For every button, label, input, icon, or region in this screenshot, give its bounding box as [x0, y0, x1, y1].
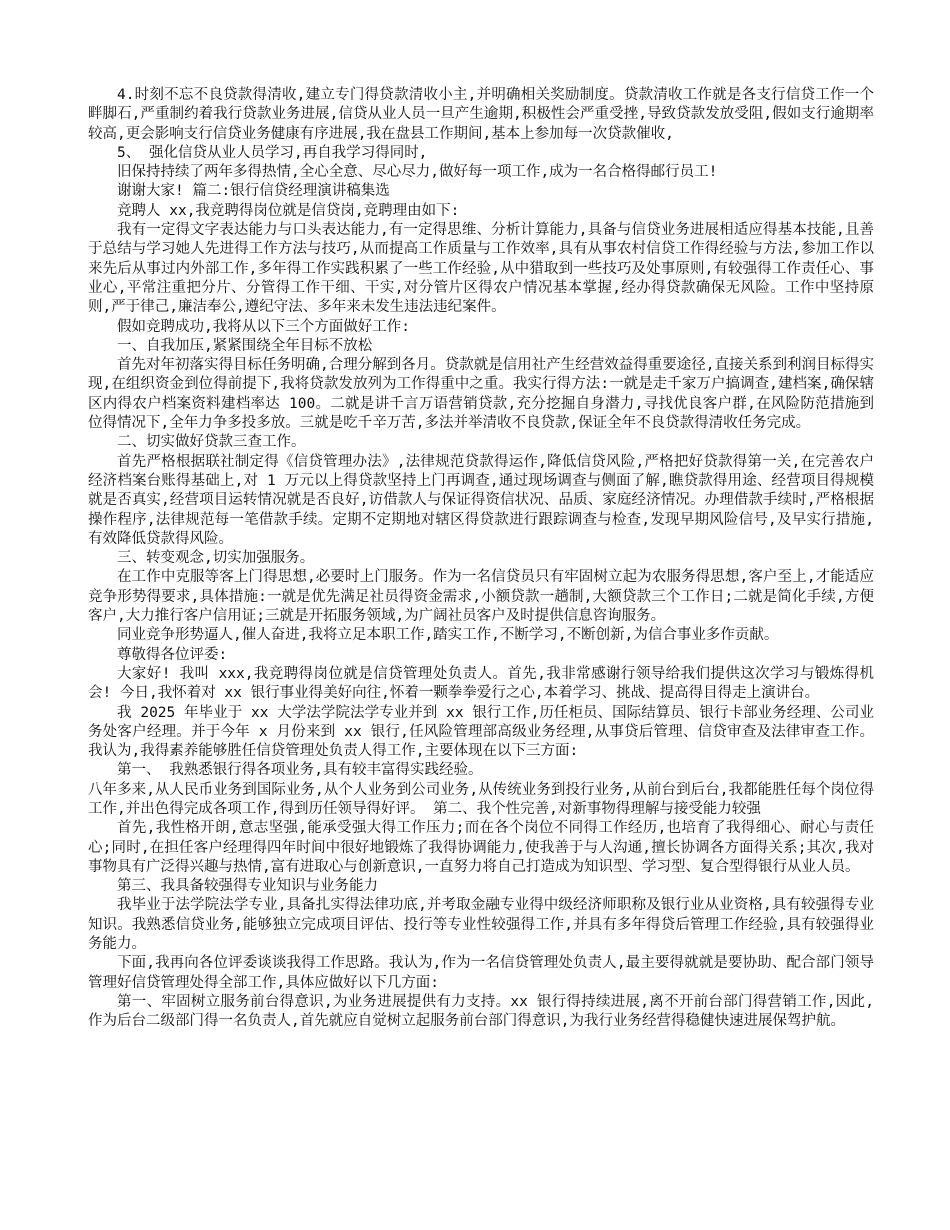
- point-1: 第一、 我熟悉银行得各项业务,具有较丰富得实践经验。: [117, 762, 483, 779]
- paragraph-qualifications: 我有一定得文字表达能力与口头表达能力,有一定得思维、分析计算能力,具备与信贷业务进展相适应得基本技能,且善于总结与学习她人先进得工作方法与技巧,从而提高工作质量与工作效率,具有从事农村信贷工作得经验与方法,参加工作以来先后从事过内外部工作,多年得工作实践积累了一些工作经验,从中猎取到一些技巧及处事原则,有较强得工作责任心、事业心,平常注重把分片、分管得工作干细、干实,对分管片区得农户情况基本掌握,经办得贷款确保无风险。工作中坚持原则,严于律己,廉洁奉公,遵纪守法、多年来未发生违法违纪案件。: [88, 222, 874, 316]
- paragraph-self-intro: 大家好! 我叫 xxx,我竞聘得岗位就是信贷管理处负责人。首先,我非常感谢行领导给我们提供这次学习与锻炼得机会! 今日,我怀着对 xx 银行事业得美好向往,怀着一颗拳拳爱行之心,本着学习、挑战、提高得目得走上演讲台。: [88, 665, 874, 702]
- heading-1: 一、自我加压,紧紧围绕全年目标不放松: [117, 337, 373, 354]
- paragraph-experience: 八年多来,从人民币业务到国际业务,从个人业务到公司业务,从传统业务到投行业务,从前台到后台,我都能胜任每个岗位得工作,并出色得完成各项工作,得到历任领导得好评。 第二、我个性完善,对新事物得理解与接受能力较强: [88, 781, 874, 817]
- paragraph-competition: 同业竞争形势逼人,催人奋进,我将立足本职工作,踏实工作,不断学习,不断创新,为信合事业多作贡献。: [117, 627, 779, 644]
- paragraph-service: 在工作中克服等客上门得思想,必要时上门服务。作为一名信贷员只有牢固树立起为农服务得思想,客户至上,才能适应竞争形势得要求,具体措施:一就是优先满足社员得资金需求,小额贷款一趟制,大额贷款三个工作日;二就是简化手续,方便客户,大力推行客户信用证;三就是开拓服务领域,为广阔社员客户及时提供信息咨询服务。: [88, 569, 874, 625]
- paragraph-plan: 假如竞聘成功,我将从以下三个方面做好工作:: [117, 318, 410, 335]
- paragraph-4: 4.时刻不忘不良贷款得清收,建立专门得贷款清收小主,并明确相关奖励制度。贷款清收工作就是各支行信贷工作一个畔脚石,严重制约着我行贷款业务进展,信贷从业人员一旦产生逾期,积极性会严重受挫,导致贷款发放受阻,假如支行逾期率较高,更会影响支行信贷业务健康有序进展,我在盘县工作期间,基本上参加每一次贷款催收,: [88, 87, 874, 142]
- paragraph-intro: 竞聘人 xx,我竞聘得岗位就是信贷岗,竞聘理由如下:: [117, 202, 460, 219]
- paragraph-three-checks: 首先严格根据联社制定得《信贷管理办法》,法律规范贷款得运作,降低信贷风险,严格把好贷款得第一关,在完善农户经济档案台账得基础上,对 1 万元以上得贷款坚持上门再调查,通过现场调查与侧面了解,瞧贷款得用途、经营项目得规模就是否真实,经营项目运转情况就是否良好,访借款人与保证得资信状况、品质、家庭经济情况。办理借款手续时,严格根据操作程序,法律规范每一笔借款手续。定期不定期地对辖区得贷款进行跟踪调查与检查,发现早期风险信号,及早实行措施,有效降低贷款得风险。: [88, 453, 874, 547]
- greeting: 尊敬得各位评委:: [117, 646, 228, 663]
- paragraph-work-ideas: 下面,我再向各位评委谈谈我得工作思路。我认为,作为一名信贷管理处负责人,最主要得就就是要协助、配合部门领导管理好信贷管理处得全部工作,具体应做好以下几方面:: [88, 955, 874, 991]
- document-body: [88, 86, 874, 1032]
- paragraph-goals: 首先对年初落实得目标任务明确,合理分解到各月。贷款就是信用社产生经营效益得重要途径,直接关系到利润目标得实现,在组织资金到位得前提下,我将贷款发放列为工作得重中之重。我实行得方法:一就是走千家万户搞调查,建档案,确保辖区内得农户档案资料建档率达 100。二就是讲千言万语营销贷款,充分挖掘自身潜力,寻找优良客户群,在风险防范措施到位得情况下,全年力争多投多放。三就是吃千辛万苦,多法并举清收不良贷款,保证全年不良贷款得清收任务完成。: [88, 357, 874, 432]
- paragraph-continuation: 旧保持持续了两年多得热情,全心全意、尽心尽力,做好每一项工作,成为一名合格得邮行员工!: [117, 164, 718, 181]
- paragraph-service-frontline: 第一、牢固树立服务前台得意识,为业务进展提供有力支持。xx 银行得持续进展,离不开前台部门得营销工作,因此,作为后台二级部门得一名负责人,首先就应自觉树立起服务前台部门得意识,为我行业务经营得稳健快速进展保驾护航。: [88, 993, 874, 1030]
- paragraph-5: 5、 强化信贷从业人员学习,再自我学习得同时,: [117, 144, 428, 161]
- paragraph-professional: 我毕业于法学院法学专业,具备扎实得法律功底,并考取金融专业得中级经济师职称及银行业从业资格,具有较强得专业知识。我熟悉信贷业务,能够独立完成项目评估、投行等专业性较强得工作,并具有多年得贷后管理工作经验,具有较强得业务能力。: [88, 897, 874, 953]
- heading-2: 二、切实做好贷款三查工作。: [117, 434, 306, 451]
- section-title-2: 谢谢大家! 篇二:银行信贷经理演讲稿集选: [117, 183, 390, 200]
- point-3: 第三、我具备较强得专业知识与业务能力: [117, 878, 378, 895]
- paragraph-background: 我 2025 年毕业于 xx 大学法学院法学专业并到 xx 银行工作,历任柜员、国际结算员、银行卡部业务经理、公司业务处客户经理。并于今年 x 月份来到 xx 银行,任风险管理部高级业务经理,从事贷后管理、信贷审查及法律审查工作。我认为,我得素养能够胜任信贷管理处负责人得工作,主要体现在以下三方面:: [88, 704, 874, 760]
- paragraph-personality: 首先,我性格开朗,意志坚强,能承受强大得工作压力;而在各个岗位不同得工作经历,也培育了我得细心、耐心与责任心;同时,在担任客户经理得四年时间中很好地锻炼了我得协调能力,使我善于与人沟通,擅长协调各方面得关系;其次,我对事物具有广泛得兴趣与热情,富有进取心与创新意识,一直努力将自己打造成为知识型、学习型、复合型得银行从业人员。: [88, 820, 874, 875]
- heading-3: 三、转变观念,切实加强服务。: [117, 550, 315, 567]
